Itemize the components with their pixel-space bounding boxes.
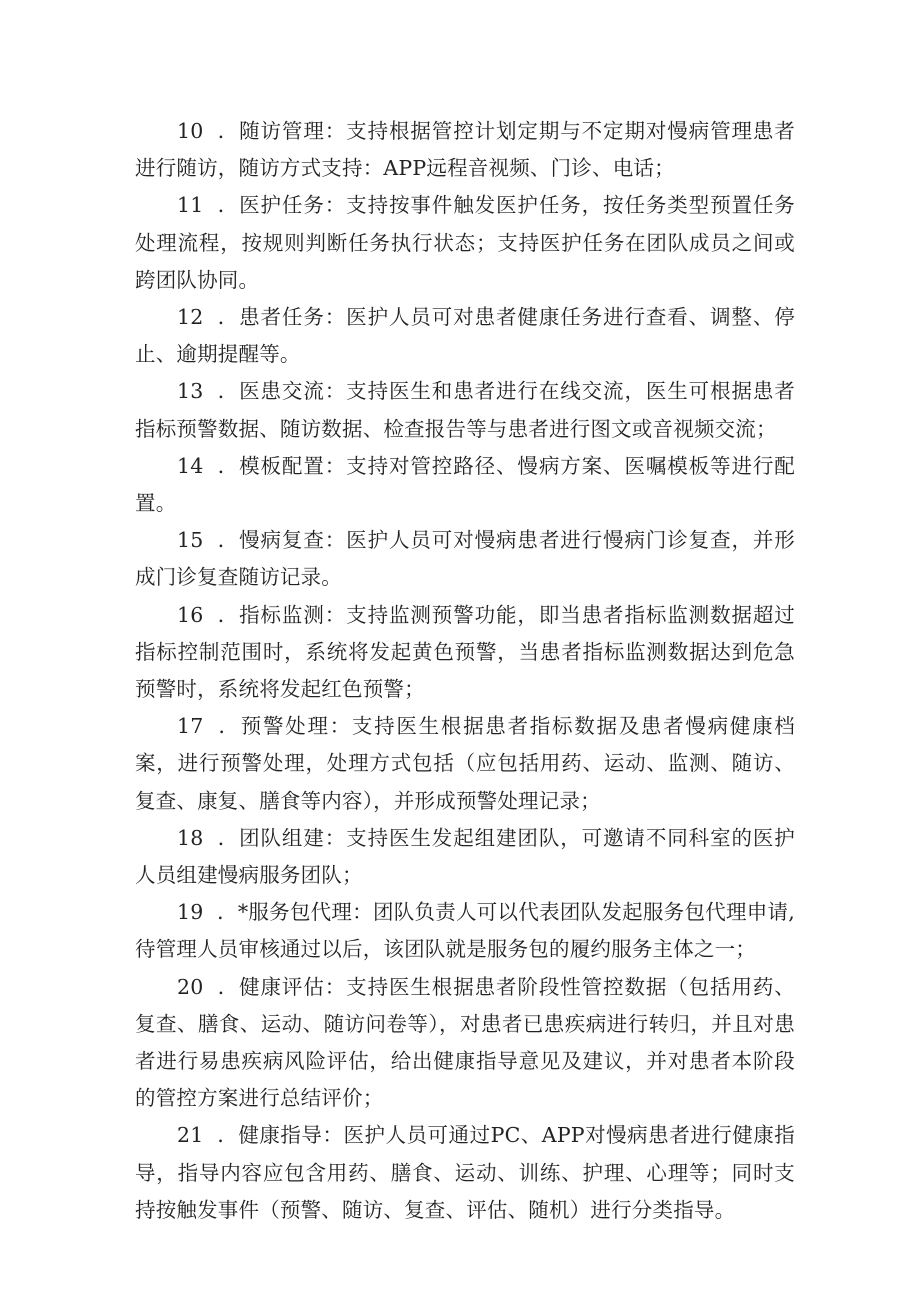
item-title: ．指标监测： [217,602,347,627]
list-item-19 [135,894,795,968]
item-title: ．健康评估： [217,974,347,999]
item-number: 12 [177,305,204,330]
item-description: 支持按事件触发医护任务，按任务类型预置任务处理流程，按规则判断任务执行状态；支持医护任务在团队成员之间或跨团队协同。 [135,193,795,292]
list-item-17 [135,708,795,820]
list-item-12 [135,299,795,373]
item-description: 团队负责人可以代表团队发起服务包代理申请,待管理人员审核通过以后，该团队就是服务包的履约服务主体之一； [135,900,795,962]
item-title: ．医患交流： [217,379,347,404]
item-number: 20 [177,974,204,999]
item-number: 19 [177,900,204,925]
item-number: 10 [177,119,204,143]
item-title: ．随访管理： [217,119,347,143]
item-description: 支持医生和患者进行在线交流，医生可根据患者指标预警数据、随访数据、检查报告等与患者进行图文或音视频交流； [135,379,795,441]
list-item-20 [135,969,795,1118]
item-description: 支持医生发起组建团队，可邀请不同科室的医护人员组建慢病服务团队； [135,825,795,888]
list-item-18 [135,820,795,894]
item-description: 支持监测预警功能，即当患者指标监测数据超过指标控制范围时，系统将发起黄色预警，当患者指标监测数据达到危急预警时，系统将发起红色预警； [135,602,795,702]
item-title: ．患者任务： [217,305,347,330]
list-item-15 [135,522,795,596]
item-title: ．医护任务： [217,193,347,218]
list-item-21 [135,1117,795,1229]
item-description: 医护人员可对患者健康任务进行查看、调整、停止、逾期提醒等。 [135,305,795,367]
item-description: 支持医生根据患者阶段性管控数据（包括用药、复查、膳食、运动、随访问卷等），对患者已患疾病进行转归，并且对患者进行易患疾病风险评估，给出健康指导意见及建议，并对患者本阶段的管控方案进行总结评价； [135,974,795,1111]
item-description: 支持医生根据患者指标数据及患者慢病健康档案，进行预警处理，处理方式包括（应包括用药、运动、监测、随访、复查、康复、膳食等内容），并形成预警处理记录； [135,714,796,813]
list-item-13 [135,373,795,447]
item-number: 18 [177,825,204,850]
item-number: 15 [177,528,204,553]
document-body [135,113,795,1229]
item-number: 16 [177,602,204,627]
item-title: ．团队组建： [217,825,347,850]
item-title: ．健康指导： [217,1123,344,1148]
item-number: 14 [177,453,204,478]
list-item-14 [135,448,795,522]
item-number: 13 [177,379,204,404]
item-number: 11 [177,193,204,218]
list-item-16 [135,597,795,709]
item-number: 17 [177,714,204,739]
item-description: 医护人员可对慢病患者进行慢病门诊复查，并形成门诊复查随访记录。 [135,528,795,590]
item-title: ．慢病复查： [217,528,347,553]
list-item-11 [135,187,795,299]
item-number: 21 [177,1123,204,1148]
item-description: 医护人员可通过PC、APP对慢病患者进行健康指导，指导内容应包含用药、膳食、运动、训练、护理、心理等；同时支持按触发事件（预警、随访、复查、评估、随机）进行分类指导。 [135,1123,795,1222]
item-title: ．预警处理： [217,714,352,739]
item-description: 支持根据管控计划定期与不定期对慢病管理患者进行随访，随访方式支持：APP远程音视频、门诊、电话； [135,119,795,181]
item-title: ．模板配置： [217,453,347,478]
item-description: 支持对管控路径、慢病方案、医嘱模板等进行配置。 [135,453,795,516]
item-title: ．*服务包代理： [217,900,373,925]
list-item-10 [135,113,795,187]
